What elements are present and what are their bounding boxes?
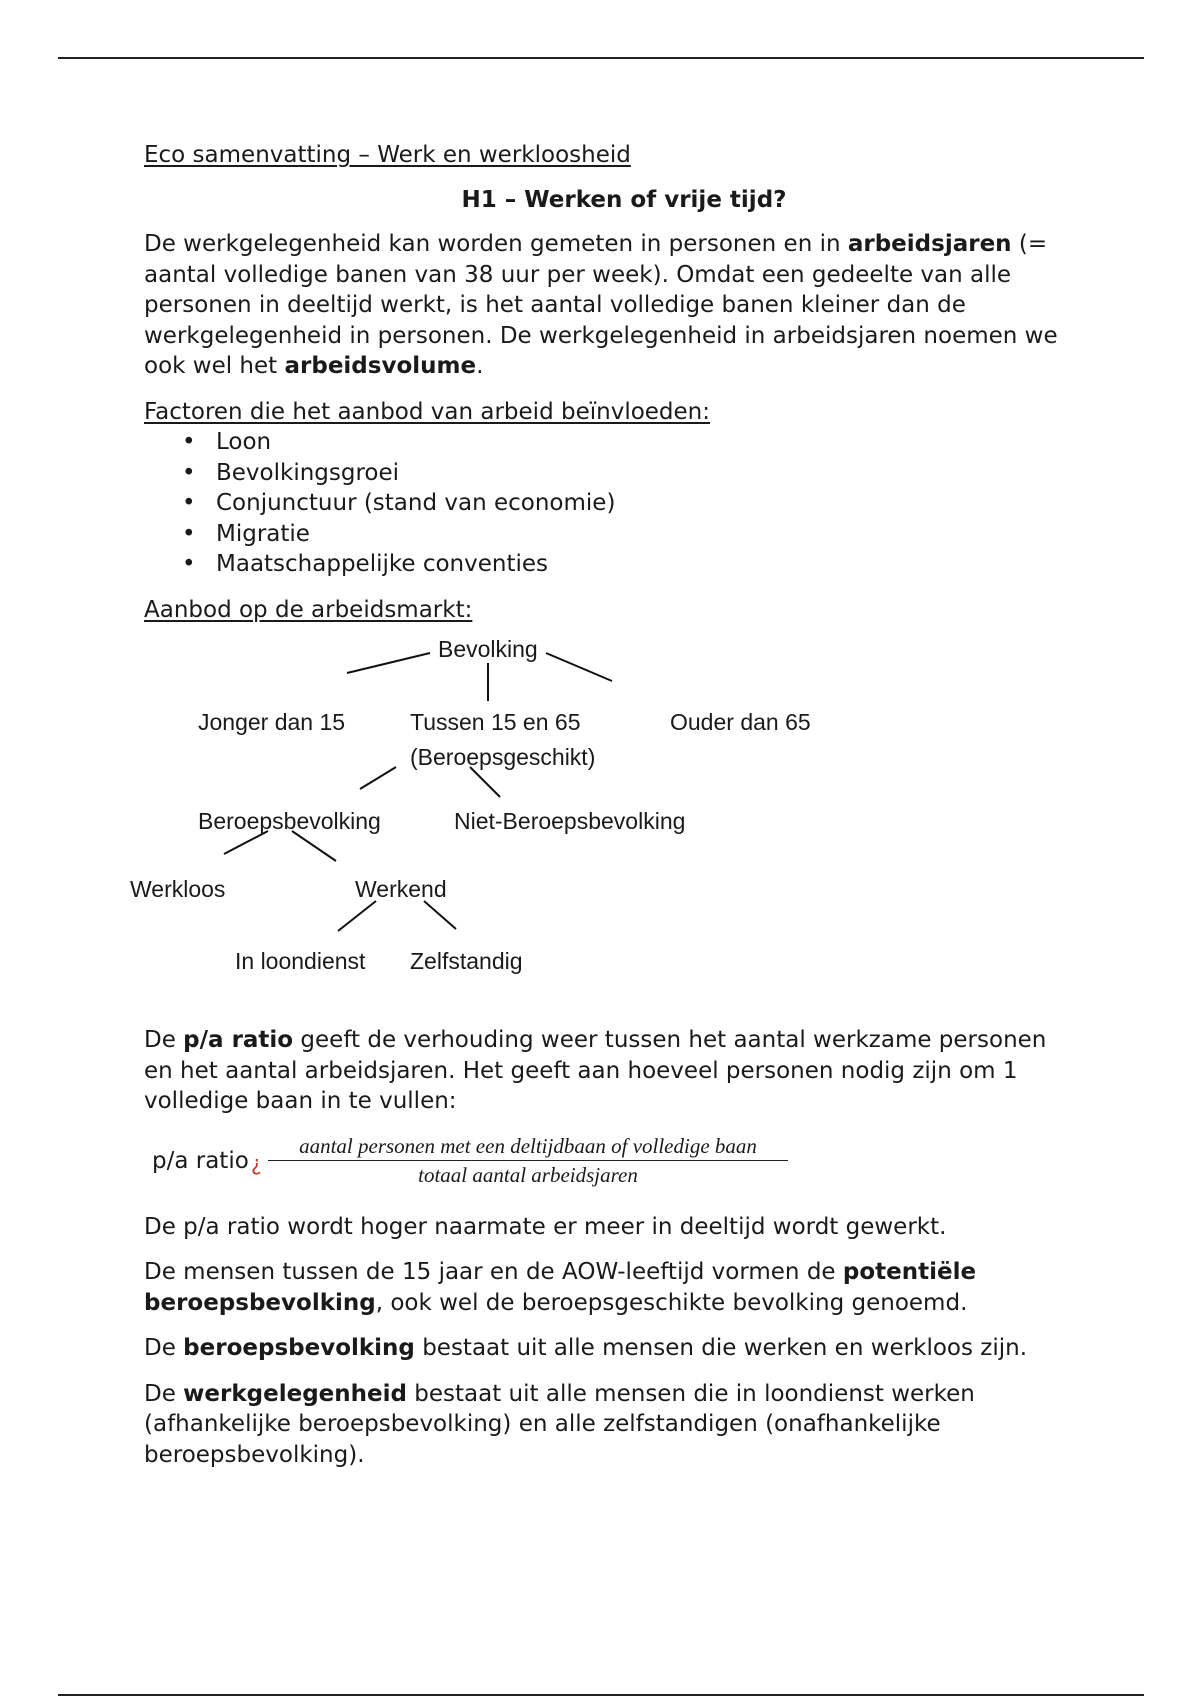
paragraph-potentiele-beroepsbevolking	[144, 1257, 1064, 1318]
list-item: • Conjunctuur (stand van economie)	[144, 488, 1064, 519]
pa-ratio-formula	[144, 1132, 1064, 1200]
node-bevolking: Bevolking	[438, 636, 538, 662]
paragraph-beroepsbevolking	[144, 1333, 1064, 1364]
text: bestaat uit alle mensen die werken en werkloos zijn.	[414, 1335, 1028, 1361]
node-in-loondienst: In loondienst	[235, 948, 366, 974]
text: De werkgelegenheid kan worden gemeten in personen en in	[144, 231, 848, 257]
node-ouder-dan-65: Ouder dan 65	[670, 709, 811, 735]
chapter-heading: H1 – Werken of vrije tijd?	[461, 186, 787, 213]
text: bestaat uit alle mensen die in loondienst werken (afhankelijke beroepsbevolking) en alle zelfstandigen (onafhankelijke beroepsbevolking).	[144, 1380, 975, 1468]
node-tussen-15-en-65: Tussen 15 en 65	[410, 709, 581, 735]
text: De	[144, 1335, 184, 1361]
text: , ook wel de beroepsgeschikte bevolking genoemd.	[375, 1289, 968, 1316]
term-pa-ratio: p/a ratio	[183, 1027, 294, 1053]
formula-numerator: aantal personen met een deltijdbaan of volledige baan	[299, 1133, 757, 1158]
paragraph-pa-ratio	[144, 1025, 1064, 1117]
bottom-rule	[58, 1694, 1144, 1696]
node-beroepsgeschikt: (Beroepsgeschikt)	[410, 744, 596, 770]
supply-heading: Aanbod op de arbeidsmarkt:	[144, 596, 473, 623]
formula-denominator: totaal aantal arbeidsjaren	[418, 1163, 638, 1187]
paragraph-arbeidsjaren	[144, 229, 1064, 382]
top-rule	[58, 57, 1144, 59]
factors-list	[144, 427, 1064, 580]
node-werkloos: Werkloos	[130, 876, 226, 902]
term-arbeidsjaren: arbeidsjaren	[847, 231, 1012, 257]
node-zelfstandig: Zelfstandig	[410, 948, 523, 974]
term-beroepsbevolking: beroepsbevolking	[183, 1335, 415, 1361]
term-potentiele-beroepsbevolking: potentiële beroepsbevolking	[144, 1259, 977, 1316]
list-item: • Migratie	[144, 519, 1064, 550]
node-beroepsbevolking: Beroepsbevolking	[198, 808, 381, 834]
page-content	[130, 140, 1064, 1485]
node-jonger-dan-15: Jonger dan 15	[198, 709, 346, 735]
term-werkgelegenheid: werkgelegenheid	[183, 1380, 407, 1407]
text: .	[476, 353, 484, 379]
formula-fraction	[268, 1132, 788, 1190]
paragraph-deeltijd: De p/a ratio wordt hoger naarmate er meer in deeltijd wordt gewerkt.	[144, 1213, 947, 1240]
formula-error-glyph: ¿	[251, 1150, 262, 1175]
text: (= aantal volledige banen van 38 uur per week). Omdat een gedeelte van alle personen in deeltijd werkt, is het aantal volledige banen kleiner dan de werkgelegenheid in personen. De werkgelegenheid in arbeidsjaren noemen we ook wel het	[144, 231, 1058, 379]
text: De mensen tussen de 15 jaar en de AOW-leeftijd vormen de	[144, 1259, 843, 1285]
document-title: Eco samenvatting – Werk en werkloosheid	[144, 142, 631, 168]
text: De	[144, 1380, 184, 1407]
formula-lhs: p/a ratio	[152, 1147, 249, 1174]
text: De	[144, 1027, 184, 1053]
node-werkend: Werkend	[355, 876, 447, 902]
list-item: • Maatschappelijke conventies	[144, 549, 1064, 580]
population-tree-diagram	[130, 629, 900, 1009]
list-item: • Loon	[144, 427, 1064, 458]
term-arbeidsvolume: arbeidsvolume	[284, 353, 477, 379]
node-niet-beroepsbevolking: Niet-Beroepsbevolking	[454, 808, 686, 834]
paragraph-werkgelegenheid	[144, 1379, 1064, 1471]
list-item: • Bevolkingsgroei	[144, 458, 1064, 489]
text: geeft de verhouding weer tussen het aantal werkzame personen en het aantal arbeidsjaren. Het geeft aan hoeveel personen nodig zijn om 1 volledige baan in te vullen:	[144, 1027, 1047, 1114]
factors-heading: Factoren die het aanbod van arbeid beïnvloeden:	[144, 398, 711, 425]
